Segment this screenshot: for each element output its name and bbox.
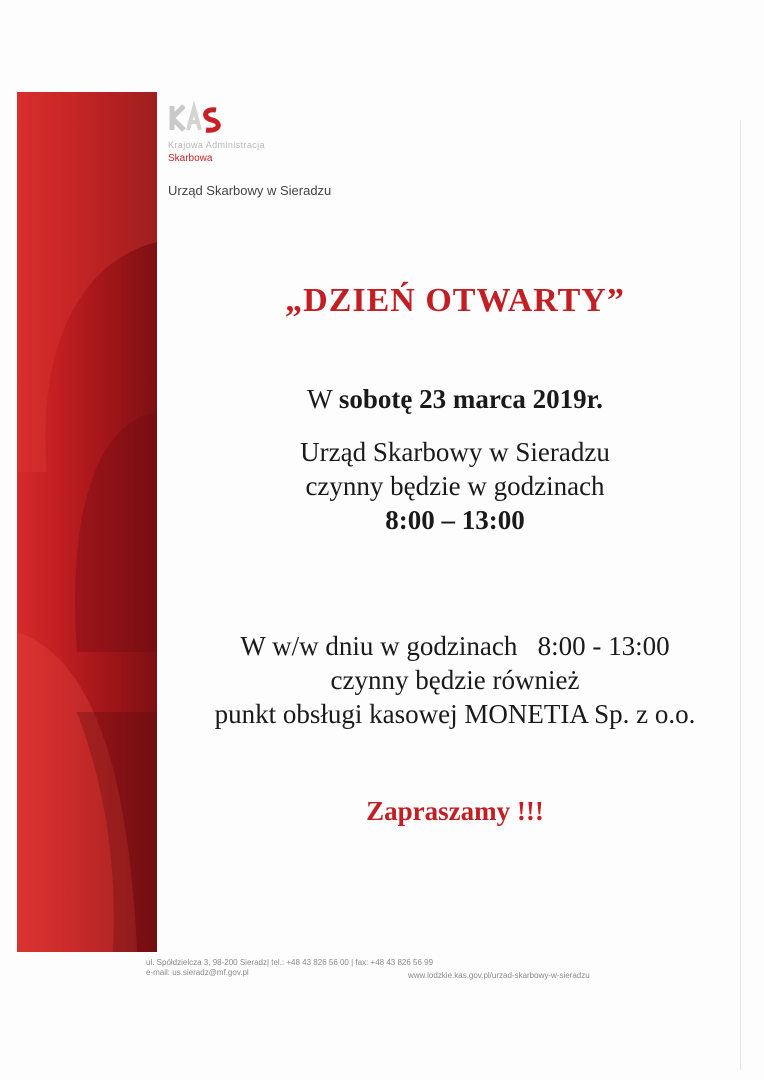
footer-address: ul. Spółdzielcza 3, 98-200 Sieradz| tel.: +48 43 826 56 00 | fax: +48 43 826 56 99: [146, 958, 434, 967]
date-prefix: W: [307, 384, 339, 414]
red-side-band: [17, 92, 157, 952]
date-bold: sobotę 23 marca 2019r.: [338, 384, 603, 414]
office-name-header: Urząd Skarbowy w Sieradzu: [168, 183, 332, 198]
ww-line: W w/w dniu w godzinach 8:00 - 13:00: [240, 631, 670, 661]
logo-org-line: Krajowa Administracja: [168, 140, 265, 150]
logo-org-sub: Skarbowa: [168, 153, 213, 164]
footer-email: e-mail: us.sieradz@mf.gov.pl: [146, 968, 249, 977]
date-line: [160, 382, 750, 416]
punkt-line: punkt obsługi kasowej MONETIA Sp. z o.o.: [214, 699, 696, 729]
hours-line: czynny będzie w godzinach: [305, 471, 605, 501]
kas-logo-icon: [168, 100, 228, 140]
office-line: Urząd Skarbowy w Sieradzu: [300, 437, 610, 467]
band-curves: [17, 92, 157, 952]
time-range: 8:00 – 13:00: [385, 505, 525, 535]
page-edge-line: [740, 120, 741, 1070]
notice-title: „DZIEŃ OTWARTY”: [285, 282, 625, 319]
footer-website: www.lodzkie.kas.gov.pl/urzad-skarbowy-w-sieradzu: [408, 971, 590, 980]
invite-text: Zapraszamy !!!: [366, 796, 544, 826]
also-line: czynny będzie również: [330, 665, 580, 695]
